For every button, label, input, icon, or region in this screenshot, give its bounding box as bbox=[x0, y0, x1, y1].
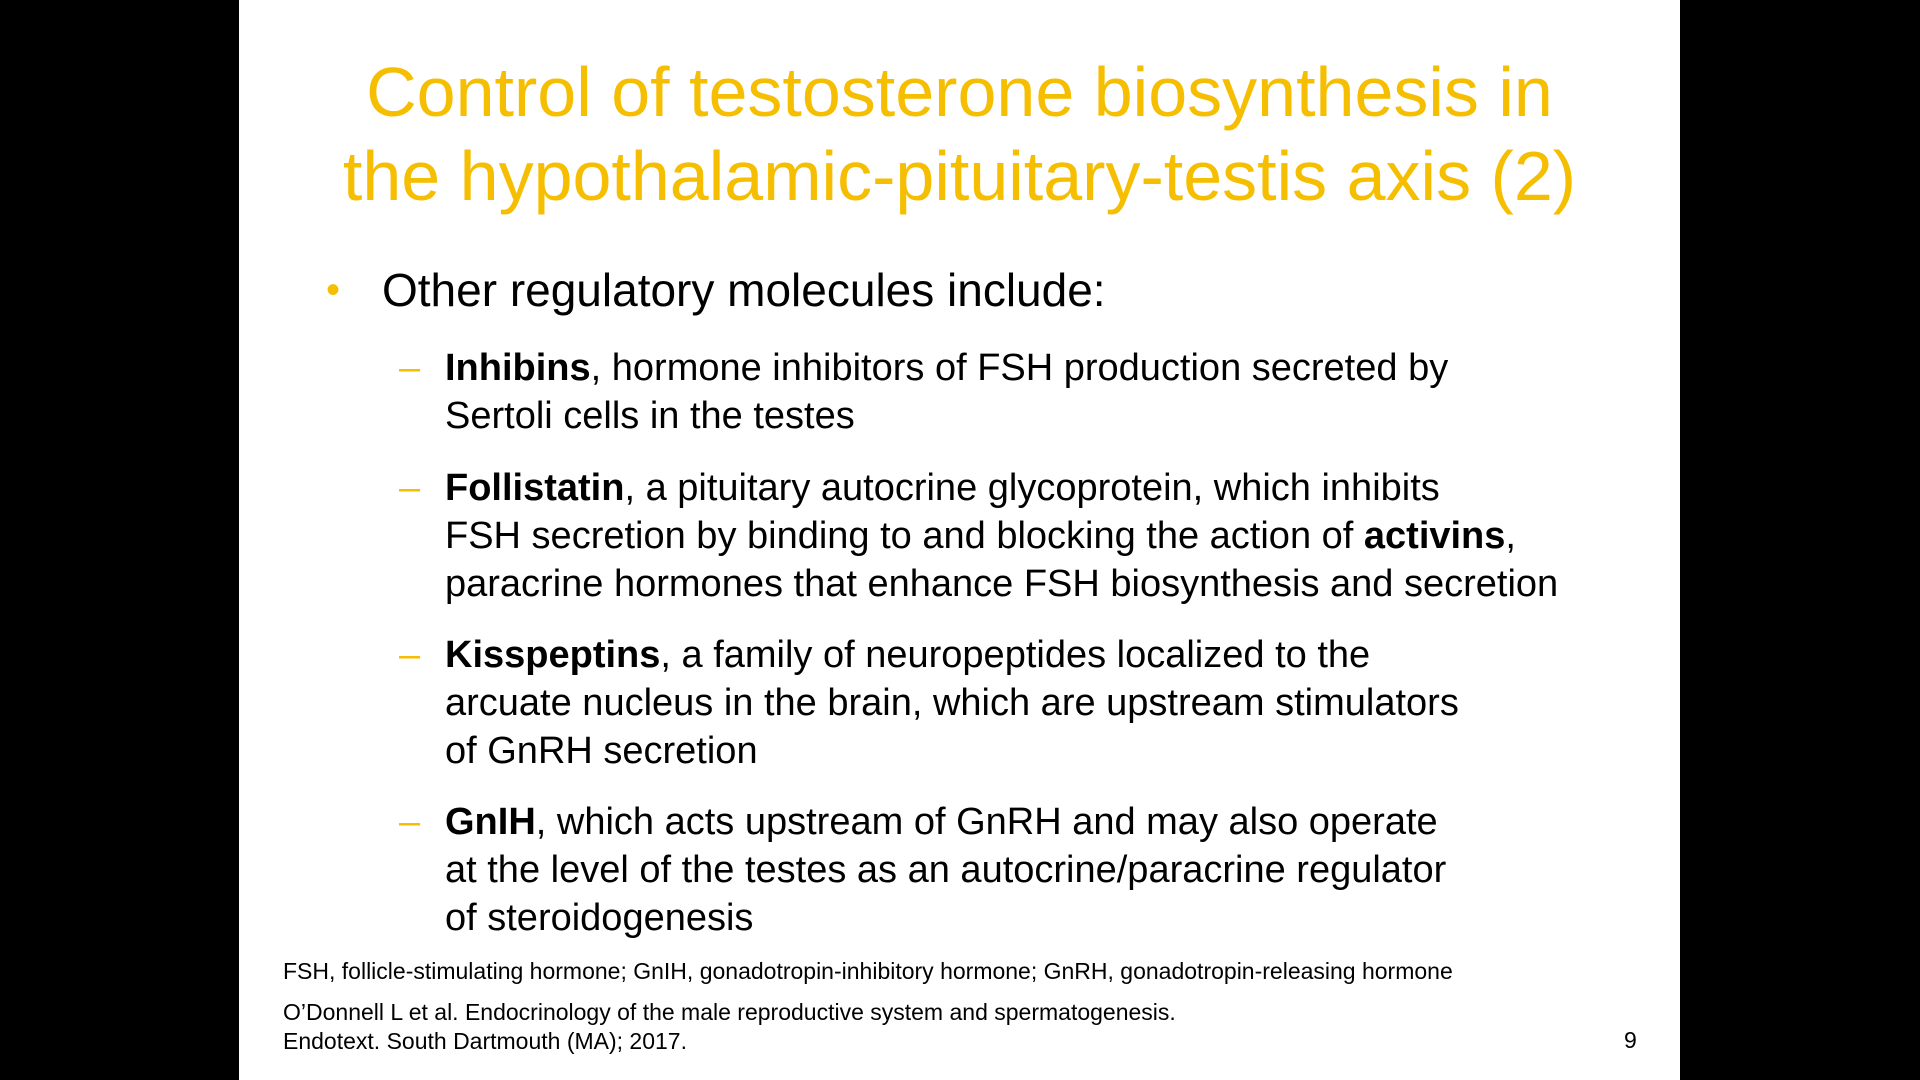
term-activins: activins bbox=[1363, 515, 1506, 557]
page-number: 9 bbox=[1624, 1027, 1637, 1053]
dash-icon: – bbox=[399, 347, 421, 389]
title-line-2: the hypothalamic-pituitary-testis axis (2) bbox=[342, 137, 1577, 215]
abbreviations-footnote: FSH, follicle-stimulating hormone; GnIH, gonadotropin-inhibitory hormone; GnRH, gonadotropin-releasing hormone bbox=[283, 958, 1453, 984]
term-gnih: GnIH bbox=[445, 801, 536, 843]
dash-icon: – bbox=[399, 801, 421, 843]
sub-item-line: paracrine hormones that enhance FSH biosynthesis and secretion bbox=[445, 563, 1559, 605]
term-inhibins: Inhibins bbox=[445, 347, 591, 389]
sub-item-line: arcuate nucleus in the brain, which are upstream stimulators bbox=[445, 682, 1459, 724]
bullet-icon: • bbox=[326, 268, 341, 312]
sub-item-line: FSH secretion by binding to and blocking the action of activins, bbox=[445, 515, 1516, 557]
main-bullet-text: Other regulatory molecules include: bbox=[382, 264, 1106, 316]
title-line-1: Control of testosterone biosynthesis in bbox=[366, 53, 1553, 131]
sub-item-line: Kisspeptins, a family of neuropeptides localized to the bbox=[445, 634, 1371, 676]
slide-title bbox=[239, 50, 1680, 218]
slide bbox=[239, 0, 1680, 1080]
sub-item-line: GnIH, which acts upstream of GnRH and may also operate bbox=[445, 801, 1438, 843]
reference-line-1: O’Donnell L et al. Endocrinology of the male reproductive system and spermatogenesis. bbox=[283, 999, 1176, 1025]
sub-item-line: Inhibins, hormone inhibitors of FSH production secreted by bbox=[445, 347, 1449, 389]
dash-icon: – bbox=[399, 634, 421, 676]
sub-item-line: Sertoli cells in the testes bbox=[445, 395, 855, 437]
dash-icon: – bbox=[399, 467, 421, 509]
reference-line-2: Endotext. South Dartmouth (MA); 2017. bbox=[283, 1028, 687, 1054]
sub-item-line: at the level of the testes as an autocrine/paracrine regulator bbox=[445, 849, 1447, 891]
term-follistatin: Follistatin bbox=[445, 467, 625, 509]
sub-item-line: of GnRH secretion bbox=[445, 730, 758, 772]
sub-item-line: of steroidogenesis bbox=[445, 897, 754, 939]
sub-item-line: Follistatin, a pituitary autocrine glycoprotein, which inhibits bbox=[445, 467, 1440, 509]
term-kisspeptins: Kisspeptins bbox=[445, 634, 661, 676]
reference-citation bbox=[283, 998, 1176, 1056]
